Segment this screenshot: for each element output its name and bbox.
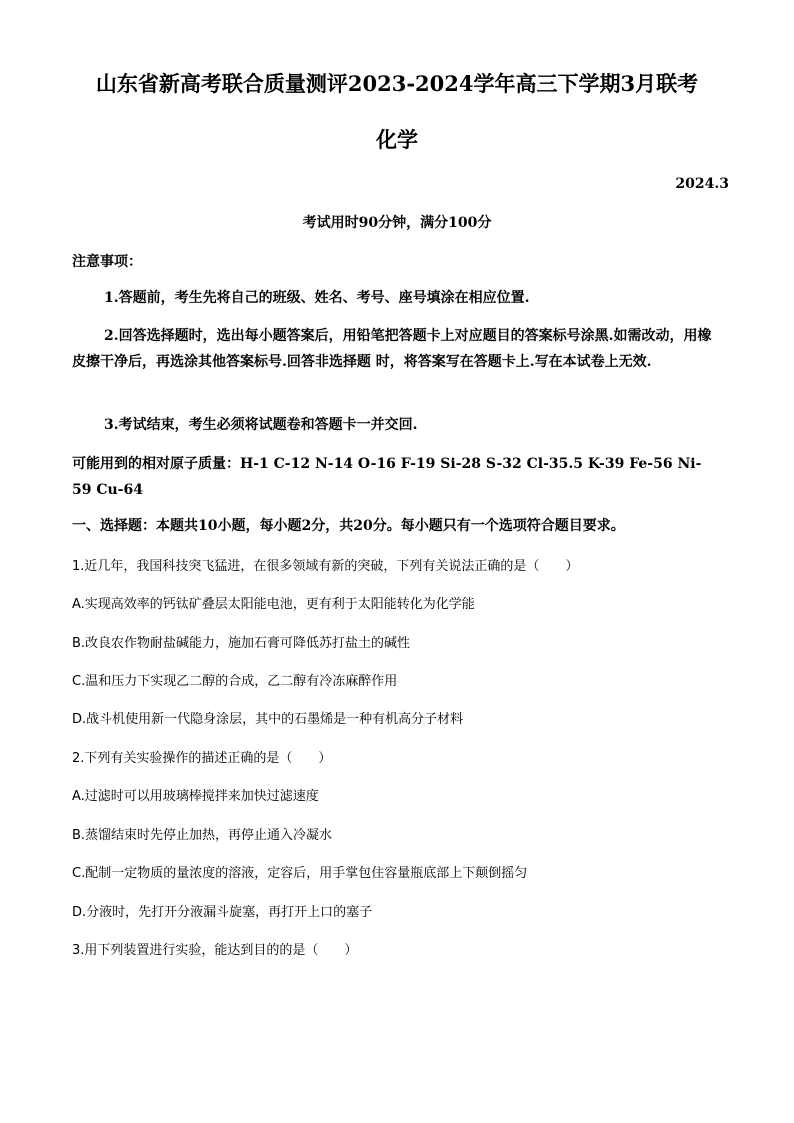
question-stem: 3.用下列装置进行实验，能达到目的的是（ ） — [72, 943, 358, 958]
notice-item: 3.考试结束，考生必须将试题卷和答题卡一并交回. — [104, 417, 418, 433]
exam-duration: 考试用时90分钟，满分100分 — [302, 215, 492, 231]
question-option: B.蒸馏结束时先停止加热，再停止通入冷凝水 — [72, 828, 333, 843]
question-option: A.实现高效率的钙钛矿叠层太阳能电池，更有利于太阳能转化为化学能 — [72, 597, 475, 612]
question-stem: 1.近几年，我国科技突飞猛进，在很多领域有新的突破，下列有关说法正确的是（ ） — [72, 559, 579, 574]
notice-item: 1.答题前，考生先将自己的班级、姓名、考号、座号填涂在相应位置. — [104, 290, 530, 306]
question-option: D.战斗机使用新一代隐身涂层，其中的石墨烯是一种有机高分子材料 — [72, 712, 464, 727]
notice-item: 2.回答选择题时，选出每小题答案后，用铅笔把答题卡上对应题目的答案标号涂黑.如需改动，用橡皮擦干净后，再选涂其他答案标号.回答非选择题 时，将答案写在答题卡上.写在本试卷上无效. — [72, 328, 712, 370]
section-heading: 一、选择题：本题共10小题，每小题2分，共20分。每小题只有一个选项符合题目要求。 — [72, 518, 625, 534]
question-option: C.配制一定物质的量浓度的溶液，定容后，用手掌包住容量瓶底部上下颠倒摇匀 — [72, 866, 528, 881]
question-option: A.过滤时可以用玻璃棒搅拌来加快过滤速度 — [72, 789, 319, 804]
exam-subject: 化学 — [376, 127, 418, 152]
question-option: D.分液时，先打开分液漏斗旋塞，再打开上口的塞子 — [72, 905, 373, 920]
notice-heading: 注意事项： — [72, 254, 142, 270]
exam-date: 2024.3 — [675, 176, 729, 192]
question-option: C.温和压力下实现乙二醇的合成，乙二醇有冷冻麻醉作用 — [72, 674, 398, 689]
question-option: B.改良农作物耐盐碱能力，施加石膏可降低苏打盐土的碱性 — [72, 636, 411, 651]
exam-title: 山东省新高考联合质量测评2023-2024学年高三下学期3月联考 — [95, 71, 699, 96]
atomic-masses: 可能用到的相对原子质量：H-1 C-12 N-14 O-16 F-19 Si-28 S-32 Cl-35.5 K-39 Fe-56 Ni-59 Cu-64 — [72, 456, 702, 498]
question-stem: 2.下列有关实验操作的描述正确的是（ ） — [72, 751, 332, 766]
